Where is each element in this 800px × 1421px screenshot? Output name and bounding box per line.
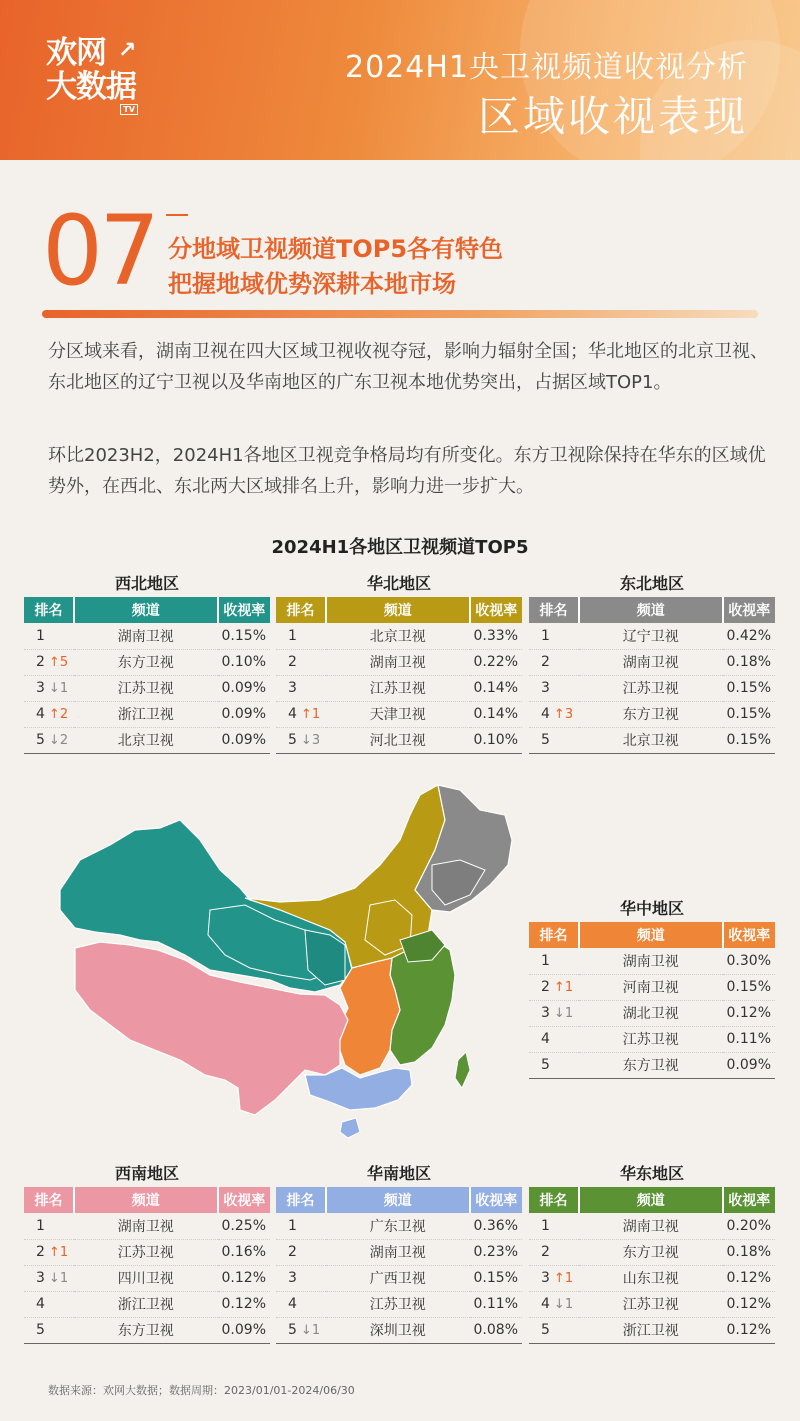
rating-value: 0.14% [470,675,522,701]
channel-name: 东方卫视 [579,1052,723,1078]
column-header-rating: 收视率 [723,1187,775,1213]
rank-change: 1 [564,980,574,995]
rank-cell [24,1213,74,1239]
rating-value: 0.11% [723,1026,775,1052]
rank-up-icon: ↑5 [48,655,69,670]
rank-number: 4 [288,1296,297,1312]
rank-number: 1 [288,627,297,644]
column-header-rating: 收视率 [723,922,775,948]
column-header-rank: 排名 [529,1187,579,1213]
rank-cell [529,701,579,727]
table-row [276,1239,522,1265]
channel-name: 广西卫视 [326,1265,470,1291]
rank-cell [276,701,326,727]
rank-down-icon: ↓1 [553,1006,574,1021]
table-row [529,701,775,727]
brand-logo: 欢网 大数据 ↗ TV [46,35,137,114]
rank-change: 1 [564,1297,574,1312]
table-row [529,1265,775,1291]
table-row [529,1317,775,1343]
channel-name: 江苏卫视 [326,675,470,701]
rating-value: 0.33% [470,623,522,649]
rating-value: 0.08% [470,1317,522,1343]
rank-up-icon: ↑1 [48,1245,69,1260]
rank-cell [529,1317,579,1343]
rating-value: 0.42% [723,623,775,649]
rank-number: 5 [36,732,45,748]
rank-cell [24,1265,74,1291]
rating-value: 0.16% [218,1239,270,1265]
rating-value: 0.15% [723,974,775,1000]
rank-cell [529,1291,579,1317]
rank-change: 1 [59,1271,69,1286]
rating-value: 0.15% [470,1265,522,1291]
table-row [529,1213,775,1239]
table-row [276,623,522,649]
rank-number: 3 [288,680,297,696]
table-row [24,727,270,753]
channel-name: 湖南卫视 [579,948,723,974]
rank-cell [529,1265,579,1291]
region-name: 东北地区 [619,574,684,593]
ranking-table [24,597,270,754]
column-header-rating: 收视率 [723,597,775,623]
rank-cell [276,1291,326,1317]
rating-value: 0.14% [470,701,522,727]
rank-change: 3 [311,733,321,748]
rank-number: 5 [288,732,297,748]
table-row [24,675,270,701]
rank-number: 2 [541,979,550,995]
rating-value: 0.12% [723,1265,775,1291]
column-header-channel: 频道 [579,1187,723,1213]
rating-value: 0.10% [470,727,522,753]
column-header-rating: 收视率 [470,1187,522,1213]
map-region-central [338,958,400,1075]
data-source-note: 数据来源：欢网大数据；数据周期：2023/01/01-2024/06/30 [48,1384,355,1397]
rating-value: 0.12% [218,1265,270,1291]
channel-name: 江苏卫视 [326,1291,470,1317]
channel-name: 广东卫视 [326,1213,470,1239]
channel-name: 东方卫视 [74,649,218,675]
channel-name: 浙江卫视 [579,1317,723,1343]
trend-arrow-icon: ↗ [118,38,137,63]
rank-number: 3 [541,680,550,696]
rank-cell [24,1291,74,1317]
rank-number: 2 [288,654,297,670]
rank-cell [24,1317,74,1343]
channel-name: 湖北卫视 [579,1000,723,1026]
rank-number: 1 [541,627,550,644]
rating-value: 0.23% [470,1239,522,1265]
rank-number: 2 [541,1244,550,1260]
summary-paragraph-2: 环比2023H2，2024H1各地区卫视竞争格局均有所变化。东方卫视除保持在华东的区域优势外，在西北、东北两大区域排名上升，影响力进一步扩大。 [48,445,766,497]
region-name: 西南地区 [114,1164,179,1183]
rank-number: 2 [541,654,550,670]
channel-name: 河南卫视 [579,974,723,1000]
rating-value: 0.09% [218,701,270,727]
channel-name: 湖南卫视 [326,649,470,675]
rank-number: 4 [288,706,297,722]
rank-number: 3 [541,1005,550,1021]
rank-number: 3 [36,1270,45,1286]
table-row [24,1239,270,1265]
rank-change: 1 [59,681,69,696]
rating-value: 0.09% [218,1317,270,1343]
rank-number: 1 [36,1217,45,1234]
column-header-rank: 排名 [24,1187,74,1213]
table-row [276,1265,522,1291]
column-header-rank: 排名 [276,597,326,623]
rank-down-icon: ↓2 [48,733,69,748]
rank-cell [276,1317,326,1343]
rank-number: 4 [541,1296,550,1312]
rank-cell [276,675,326,701]
rating-value: 0.10% [218,649,270,675]
column-header-rating: 收视率 [218,1187,270,1213]
channel-name: 山东卫视 [579,1265,723,1291]
ranking-table [276,1187,522,1344]
rating-value: 0.12% [723,1291,775,1317]
table-row [529,1052,775,1078]
table-row [529,675,775,701]
rank-number: 1 [36,627,45,644]
rank-cell [24,1239,74,1265]
ranking-table [529,922,775,1079]
rank-up-icon: ↑1 [553,1271,574,1286]
column-header-channel: 频道 [74,597,218,623]
rank-down-icon: ↓1 [48,681,69,696]
china-region-map [40,770,530,1160]
rating-value: 0.25% [218,1213,270,1239]
region-name: 华南地区 [366,1164,431,1183]
table-row [276,727,522,753]
channel-name: 江苏卫视 [579,1291,723,1317]
table-row [24,649,270,675]
rank-down-icon: ↓1 [48,1271,69,1286]
rank-number: 5 [541,1057,550,1073]
rating-value: 0.12% [723,1317,775,1343]
region-name: 华北地区 [366,574,431,593]
rating-value: 0.12% [723,1000,775,1026]
rank-up-icon: ↑1 [553,980,574,995]
table-row [276,649,522,675]
channel-name: 辽宁卫视 [579,623,723,649]
rank-cell [276,1239,326,1265]
rank-up-icon: ↑2 [48,707,69,722]
rank-change: 1 [564,1271,574,1286]
channel-name: 四川卫视 [74,1265,218,1291]
section-number: 07 [42,195,157,307]
channel-name: 深圳卫视 [326,1317,470,1343]
table-row [529,649,775,675]
chart-title: 2024H1各地区卫视频道TOP5 [271,537,529,558]
rank-number: 2 [288,1244,297,1260]
table-row [529,1239,775,1265]
rank-number: 3 [36,680,45,696]
table-row [24,1213,270,1239]
region-table-north [276,571,522,754]
rank-cell [276,1213,326,1239]
ranking-table [529,597,775,754]
rank-number: 5 [36,1322,45,1338]
rank-cell [24,675,74,701]
column-header-channel: 频道 [579,597,723,623]
channel-name: 北京卫视 [579,727,723,753]
column-header-channel: 频道 [579,922,723,948]
channel-name: 江苏卫视 [579,1026,723,1052]
rating-value: 0.18% [723,1239,775,1265]
column-header-rank: 排名 [529,922,579,948]
table-row [529,623,775,649]
region-table-southwest [24,1161,270,1344]
rank-change: 1 [311,707,321,722]
region-name: 华中地区 [619,899,684,918]
rank-cell [529,623,579,649]
section-heading-1: 分地域卫视频道TOP5各有特色 [168,235,504,263]
rank-number: 2 [36,654,45,670]
rank-cell [24,649,74,675]
rank-cell [529,974,579,1000]
table-row [276,701,522,727]
region-table-south [276,1161,522,1344]
rank-number: 4 [541,706,550,722]
channel-name: 浙江卫视 [74,701,218,727]
rank-cell [24,623,74,649]
table-row [24,623,270,649]
rank-change: 1 [311,1323,321,1338]
rank-number: 1 [541,952,550,969]
channel-name: 江苏卫视 [74,675,218,701]
rating-value: 0.15% [723,727,775,753]
rank-cell [529,1000,579,1026]
rank-cell [24,727,74,753]
channel-name: 北京卫视 [74,727,218,753]
report-title: 2024H1央卫视频道收视分析 [345,50,748,85]
ranking-table [276,597,522,754]
rank-number: 3 [541,1270,550,1286]
rank-change: 1 [59,1245,69,1260]
rank-number: 1 [288,1217,297,1234]
column-header-rank: 排名 [24,597,74,623]
table-row [276,1291,522,1317]
region-name: 华东地区 [619,1164,684,1183]
rank-change: 1 [564,1006,574,1021]
rating-value: 0.22% [470,649,522,675]
channel-name: 东方卫视 [579,701,723,727]
rank-cell [529,649,579,675]
region-table-northeast [529,571,775,754]
region-table-northwest [24,571,270,754]
region-table-central [529,896,775,1079]
rating-value: 0.09% [723,1052,775,1078]
section-dash [166,214,188,216]
rank-cell [529,675,579,701]
table-row [24,1317,270,1343]
rank-cell [276,623,326,649]
rank-change: 3 [564,707,574,722]
rank-number: 1 [541,1217,550,1234]
channel-name: 江苏卫视 [74,1239,218,1265]
rank-cell [276,1265,326,1291]
rank-number: 5 [288,1322,297,1338]
column-header-rating: 收视率 [470,597,522,623]
header-banner [0,0,800,160]
channel-name: 东方卫视 [579,1239,723,1265]
rank-down-icon: ↓3 [300,733,321,748]
column-header-rank: 排名 [529,597,579,623]
rank-number: 4 [541,1031,550,1047]
column-header-rating: 收视率 [218,597,270,623]
section-heading-2: 把握地域优势深耕本地市场 [168,270,456,298]
rating-value: 0.09% [218,727,270,753]
channel-name: 北京卫视 [326,623,470,649]
ranking-table [529,1187,775,1344]
channel-name: 江苏卫视 [579,675,723,701]
table-row [24,701,270,727]
channel-name: 湖南卫视 [74,1213,218,1239]
rank-cell [529,1052,579,1078]
channel-name: 浙江卫视 [74,1291,218,1317]
rating-value: 0.15% [723,675,775,701]
channel-name: 湖南卫视 [579,1213,723,1239]
channel-name: 河北卫视 [326,727,470,753]
rank-down-icon: ↓1 [300,1323,321,1338]
column-header-channel: 频道 [326,597,470,623]
rating-value: 0.11% [470,1291,522,1317]
table-row [529,727,775,753]
rank-number: 4 [36,1296,45,1312]
rank-up-icon: ↑3 [553,707,574,722]
rating-value: 0.15% [218,623,270,649]
rank-change: 2 [59,707,69,722]
channel-name: 湖南卫视 [326,1239,470,1265]
table-row [276,1317,522,1343]
rank-cell [529,948,579,974]
table-row [24,1291,270,1317]
rating-value: 0.36% [470,1213,522,1239]
rank-cell [529,1213,579,1239]
rank-change: 5 [59,655,69,670]
rank-number: 5 [541,1322,550,1338]
rank-up-icon: ↑1 [300,707,321,722]
rank-cell [529,1239,579,1265]
rank-down-icon: ↓1 [553,1297,574,1312]
table-row [529,948,775,974]
table-row [529,1000,775,1026]
rank-number: 2 [36,1244,45,1260]
table-row [529,974,775,1000]
rating-value: 0.15% [723,701,775,727]
channel-name: 天津卫视 [326,701,470,727]
channel-name: 湖南卫视 [74,623,218,649]
rank-cell [529,727,579,753]
column-header-channel: 频道 [326,1187,470,1213]
table-row [276,1213,522,1239]
rating-value: 0.09% [218,675,270,701]
rating-value: 0.12% [218,1291,270,1317]
ranking-table [24,1187,270,1344]
rank-cell [276,727,326,753]
rank-number: 3 [288,1270,297,1286]
region-name: 西北地区 [114,574,179,593]
channel-name: 湖南卫视 [579,649,723,675]
table-row [276,675,522,701]
rating-value: 0.20% [723,1213,775,1239]
page-title: 区域收视表现 [477,92,748,141]
table-row [24,1265,270,1291]
table-row [529,1291,775,1317]
section-divider [42,310,758,318]
channel-name: 东方卫视 [74,1317,218,1343]
column-header-channel: 频道 [74,1187,218,1213]
rank-cell [276,649,326,675]
rank-number: 5 [541,732,550,748]
column-header-rank: 排名 [276,1187,326,1213]
table-row [529,1026,775,1052]
rank-cell [529,1026,579,1052]
rating-value: 0.30% [723,948,775,974]
rank-change: 2 [59,733,69,748]
region-table-east [529,1161,775,1344]
rating-value: 0.18% [723,649,775,675]
rank-number: 4 [36,706,45,722]
rank-cell [24,701,74,727]
summary-paragraph-1: 分区域来看，湖南卫视在四大区域卫视收视夺冠，影响力辐射全国；华北地区的北京卫视、东北地区的辽宁卫视以及华南地区的广东卫视本地优势突出，占据区域TOP1。 [48,341,768,393]
